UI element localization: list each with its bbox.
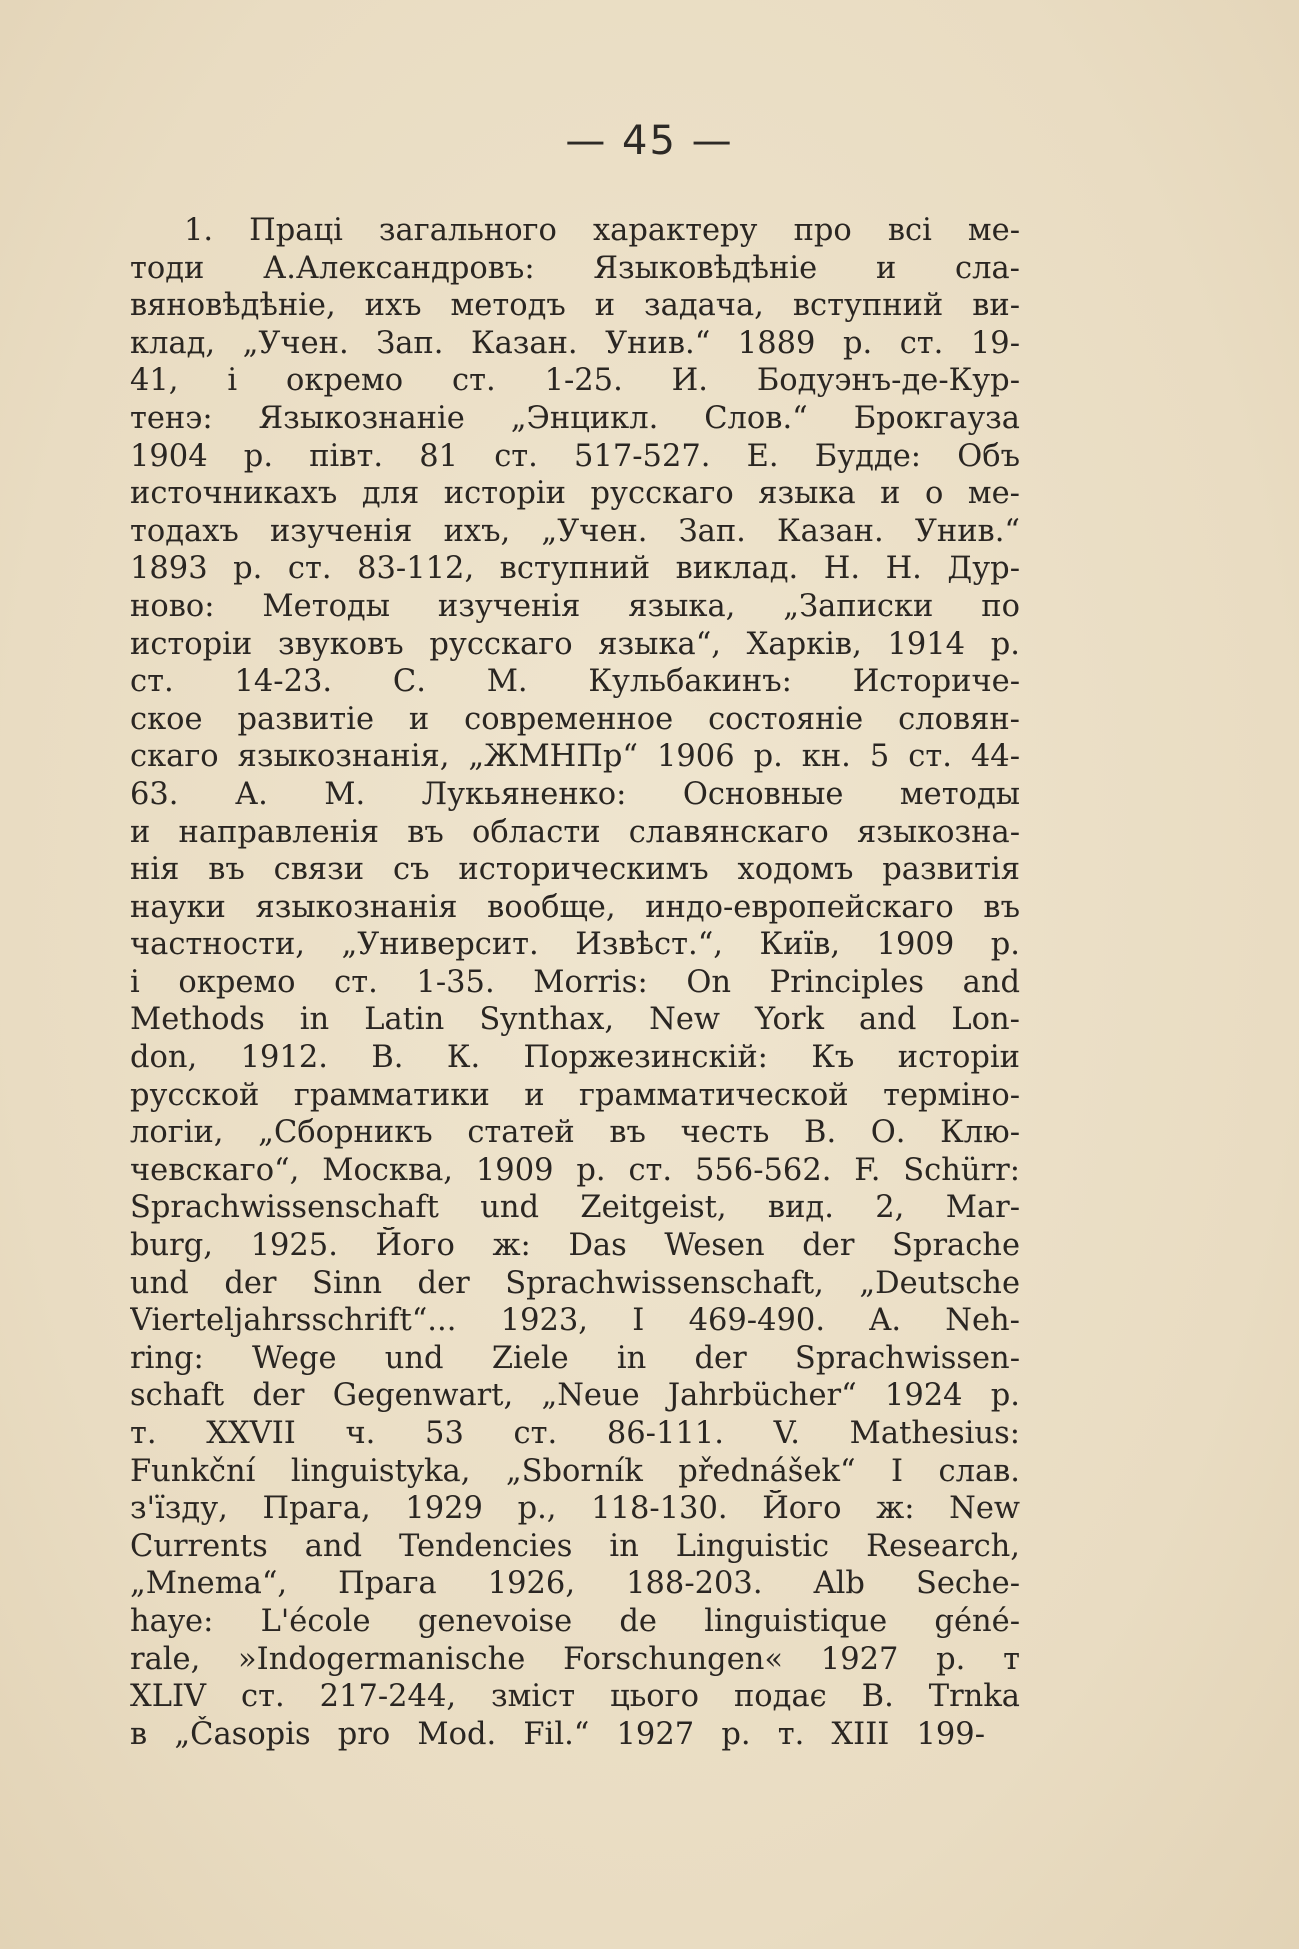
text-line: в „Časopis pro Mod. Fil.“ 1927 р. т. XIII 199-: [130, 1716, 985, 1752]
text-line: haye: L'école genevoise de linguistique géné-: [130, 1603, 1020, 1639]
text-line: Currents and Tendencies in Linguistic Research,: [130, 1528, 1020, 1564]
text-line: ring: Wege und Ziele in der Sprachwissen-: [130, 1340, 1020, 1376]
text-line: тодахъ изученія ихъ, „Учен. Зап. Казан. Унив.“: [130, 513, 1020, 549]
text-line: „Mnema“, Прага 1926, 188-203. Alb Seche-: [130, 1566, 1020, 1602]
text-line: частности, „Университ. Извѣст.“, Київ, 1909 р.: [130, 927, 1020, 963]
text-line: ское развитіе и современное состояніе словян-: [130, 701, 1020, 737]
text-line: 41, і окремо ст. 1-25. И. Бодуэнъ-де-Кур-: [130, 363, 1020, 399]
text-line: клад, „Учен. Зап. Казан. Унив.“ 1889 р. ст. 19-: [130, 325, 1020, 361]
text-line: ст. 14-23. С. М. Кульбакинъ: Историче-: [130, 664, 1020, 700]
text-line: ново: Методы изученія языка, „Записки по: [130, 588, 1020, 624]
text-line: burg, 1925. Його ж: Das Wesen der Sprache: [130, 1228, 1020, 1264]
text-line: и направленія въ области славянскаго языкозна-: [130, 814, 1020, 850]
text-line: з'їзду, Прага, 1929 р., 118-130. Його ж: New: [130, 1491, 1020, 1527]
text-line: нія въ связи съ историческимъ ходомъ развитія: [130, 852, 1020, 888]
text-line: Methods in Latin Synthax, New York and Lon-: [130, 1002, 1020, 1038]
text-line: скаго языкознанія, „ЖМНПр“ 1906 р. кн. 5 ст. 44-: [130, 739, 1020, 775]
text-line: исторіи звуковъ русскаго языка“, Харків, 1914 р.: [130, 626, 1020, 662]
text-line: логіи, „Сборникъ статей въ честь В. О. Клю-: [130, 1115, 1020, 1151]
text-line: 63. А. М. Лукьяненко: Основные методы: [130, 776, 1020, 812]
text-line: don, 1912. В. К. Поржезинскій: Къ исторіи: [130, 1040, 1020, 1076]
text-line: чевскаго“, Москва, 1909 р. ст. 556-562. F. Schürr:: [130, 1152, 1020, 1188]
text-line: 1904 р. півт. 81 ст. 517-527. Е. Будде: Объ: [130, 438, 1020, 474]
text-line: источникахъ для исторіи русскаго языка и о ме-: [130, 476, 1020, 512]
text-line: Vierteljahrsschrift“... 1923, I 469-490. A. Neh-: [130, 1303, 1020, 1339]
page-number: — 45 —: [565, 118, 734, 164]
text-line: вяновѣдѣніе, ихъ методъ и задача, вступний ви-: [130, 288, 1020, 324]
text-line: rale, »Indogermanische Forschungen« 1927 р. т: [130, 1641, 1020, 1677]
text-line: тоди А.Александровъ: Языковѣдѣніе и сла-: [130, 250, 1020, 286]
text-line: Sprachwissenschaft und Zeitgeist, вид. 2, Mar-: [130, 1190, 1020, 1226]
text-line: 1. Праці загального характеру про всі ме-: [184, 213, 1020, 248]
text-line: Funkční linguistyka, „Sborník přednášek“ I слав.: [130, 1453, 1020, 1489]
text-line: науки языкознанія вообще, индо-европейскаго въ: [130, 889, 1020, 925]
text-line: русской грамматики и грамматической терміно-: [130, 1077, 1020, 1113]
text-line: schaft der Gegenwart, „Neue Jahrbücher“ 1924 р.: [130, 1378, 1020, 1414]
text-line: 1893 р. ст. 83-112, вступний виклад. Н. Н. Дур-: [130, 551, 1020, 587]
text-line: XLIV ст. 217-244, зміст цього подає B. Trnka: [130, 1679, 1020, 1715]
text-line: und der Sinn der Sprachwissenschaft, „Deutsche: [130, 1265, 1020, 1301]
text-line: т. XXVII ч. 53 ст. 86-111. V. Mathesius:: [130, 1416, 1020, 1451]
text-line: і окремо ст. 1-35. Morris: On Principles and: [130, 964, 1020, 1000]
bibliography-text: [130, 212, 1020, 1753]
text-line: тенэ: Языкознаніе „Энцикл. Слов.“ Брокгауза: [130, 400, 1020, 436]
